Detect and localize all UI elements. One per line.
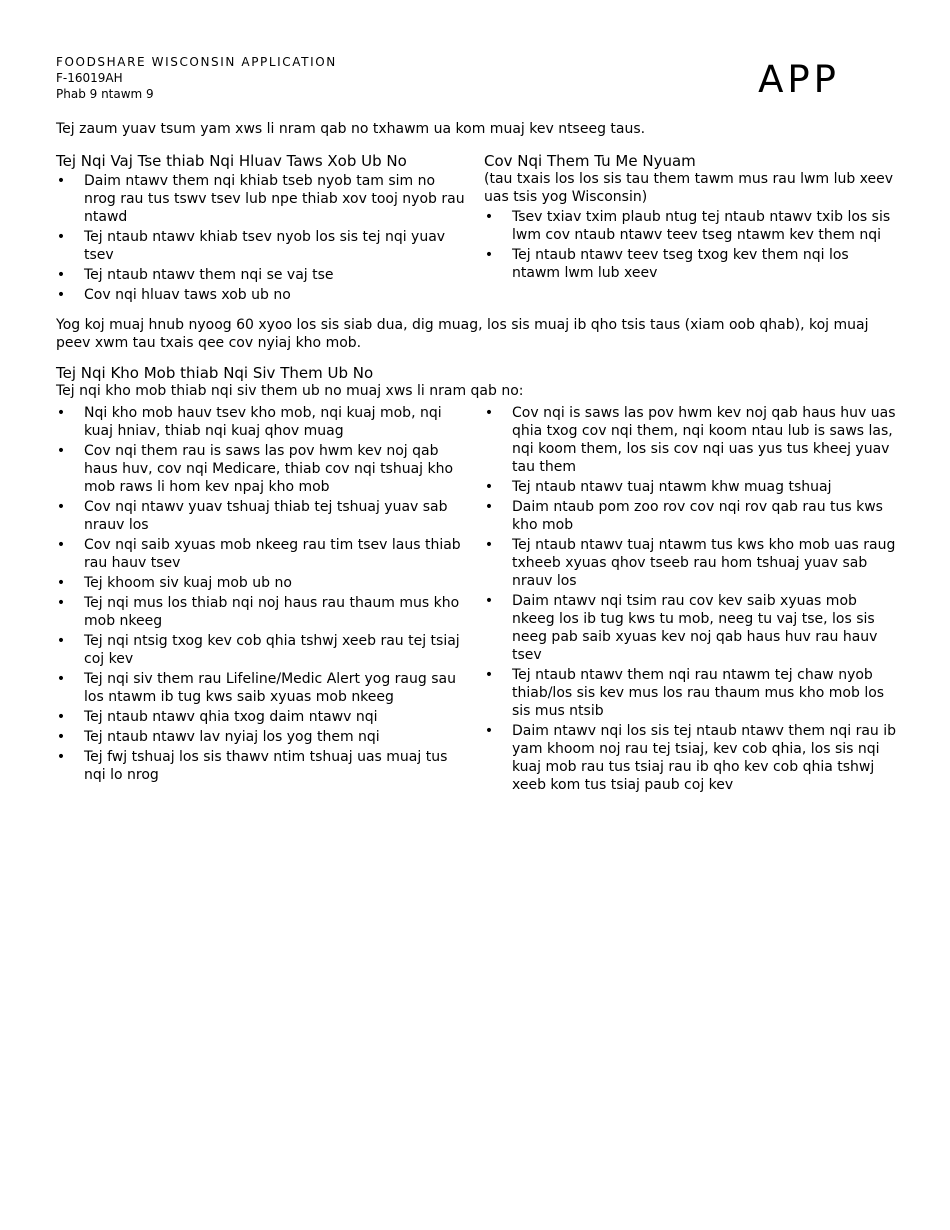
- list-item-text: Tsev txiav txim plaub ntug tej ntaub ntawv txib los sis lwm cov ntaub ntawv teev tseg ntawm kev them nqi: [512, 209, 891, 243]
- list-item-text: Tej khoom siv kuaj mob ub no: [84, 575, 292, 591]
- age-disability-paragraph: Yog koj muaj hnub nyoog 60 xyoo los sis siab dua, dig muag, los sis muaj ib qho tsis taus (xiam oob qhab), koj muaj peev xwm tau txais qee cov nyiaj kho mob.: [56, 317, 869, 351]
- list-item-text: Tej ntaub ntawv qhia txog daim ntawv nqi: [84, 709, 378, 725]
- bullet-icon: •: [56, 633, 66, 649]
- list-item-text: Tej ntaub ntawv teev tseg txog kev them nqi los ntawm lwm lub xeev: [512, 247, 849, 281]
- list-item-text: Tej nqi siv them rau Lifeline/Medic Alert yog raug sau los ntawm ib tug kws saib xyuas mob nkeeg: [84, 671, 456, 705]
- section-row-1: [56, 152, 896, 306]
- list-item-text: Cov nqi saib xyuas mob nkeeg rau tim tsev laus thiab rau hauv tsev: [84, 537, 461, 571]
- bullet-icon: •: [56, 595, 66, 611]
- child-support-subheading: (tau txais los los sis tau them tawm mus rau lwm lub xeev uas tsis yog Wisconsin): [484, 171, 894, 205]
- bullet-icon: •: [56, 575, 66, 591]
- list-item: [56, 574, 468, 592]
- list-item: [484, 498, 896, 534]
- bullet-icon: •: [484, 537, 494, 553]
- list-item-text: Daim ntawv nqi los sis tej ntaub ntawv them nqi rau ib yam khoom noj rau tej tsiaj, kev cob qhia, los sis nqi kuaj mob rau tus tsiaj rau ib qho kev cob qhia tshwj xeeb kom tus tsiaj paub coj kev: [512, 723, 897, 793]
- bullet-icon: •: [484, 209, 494, 225]
- list-item-text: Daim ntawv them nqi khiab tseb nyob tam sim no nrog rau tus tswv tsev lub npe thiab xov tooj nyob rau ntawd: [84, 173, 465, 225]
- bullet-icon: •: [56, 173, 66, 189]
- bullet-icon: •: [484, 667, 494, 683]
- medical-subheading: Tej nqi kho mob thiab nqi siv them ub no muaj xws li nram qab no:: [56, 383, 524, 399]
- list-item: [56, 172, 468, 226]
- list-item: [56, 594, 468, 630]
- list-item: [484, 666, 896, 720]
- intro-text: Tej zaum yuav tsum yam xws li nram qab no txhawm ua kom muaj kev ntseeg taus.: [56, 121, 646, 137]
- medical-left-list: [56, 404, 468, 784]
- page-number: Phab 9 ntawm 9: [56, 87, 154, 101]
- list-item-text: Cov nqi ntawv yuav tshuaj thiab tej tshuaj yuav sab nrauv los: [84, 499, 448, 533]
- child-support-heading: Cov Nqi Them Tu Me Nyuam: [484, 152, 696, 170]
- list-item-text: Cov nqi them rau is saws las pov hwm kev noj qab haus huv, cov nqi Medicare, thiab cov nqi tshuaj kho mob raws li hom kev npaj kho mob: [84, 443, 454, 495]
- list-item: [56, 670, 468, 706]
- bullet-icon: •: [56, 267, 66, 283]
- bullet-icon: •: [56, 749, 66, 765]
- bullet-icon: •: [484, 405, 494, 421]
- list-item: [56, 632, 468, 668]
- list-item: [484, 208, 896, 244]
- bullet-icon: •: [484, 723, 494, 739]
- list-item: [56, 286, 468, 304]
- bullet-icon: •: [56, 729, 66, 745]
- form-number: F-16019AH: [56, 71, 123, 85]
- bullet-icon: •: [56, 537, 66, 553]
- housing-list: [56, 172, 468, 304]
- bullet-icon: •: [56, 287, 66, 303]
- bullet-icon: •: [484, 247, 494, 263]
- list-item: [484, 478, 896, 496]
- list-item-text: Tej nqi ntsig txog kev cob qhia tshwj xeeb rau tej tsiaj coj kev: [84, 633, 460, 667]
- bullet-icon: •: [56, 229, 66, 245]
- medical-right-list: [484, 404, 896, 794]
- list-item-text: Daim ntawv nqi tsim rau cov kev saib xyuas mob nkeeg los ib tug kws tu mob, neeg tu vaj tse, los sis neeg pab saib xyuas kev noj qab haus huv rau hauv tsev: [512, 593, 878, 663]
- list-item-text: Tej ntaub ntawv tuaj ntawm khw muag tshuaj: [512, 479, 832, 495]
- list-item-text: Tej ntaub ntawv lav nyiaj los yog them nqi: [84, 729, 380, 745]
- medical-columns: [56, 402, 896, 796]
- list-item: [56, 404, 468, 440]
- medical-section: [56, 364, 896, 796]
- medical-right-column: [484, 402, 896, 796]
- list-item-text: Tej ntaub ntawv tuaj ntawm tus kws kho mob uas raug txheeb xyuas qhov tseeb rau hom tshuaj yuav sab nrauv los: [512, 537, 896, 589]
- bullet-icon: •: [484, 499, 494, 515]
- list-item-text: Daim ntaub pom zoo rov cov nqi rov qab rau tus kws kho mob: [512, 499, 883, 533]
- child-support-list: [484, 208, 896, 282]
- list-item-text: Cov nqi is saws las pov hwm kev noj qab haus huv uas qhia txog cov nqi them, nqi koom ntau lub is saws las, nqi koom them, los sis cov nqi uas yus tus kheej yuav tau them: [512, 405, 896, 475]
- list-item: [56, 442, 468, 496]
- list-item: [56, 266, 468, 284]
- housing-section: [56, 152, 468, 306]
- list-item-text: Tej ntaub ntawv them nqi rau ntawm tej chaw nyob thiab/los sis kev mus los rau thaum mus kho mob los sis mus ntsib: [512, 667, 885, 719]
- list-item-text: Tej nqi mus los thiab nqi noj haus rau thaum mus kho mob nkeeg: [84, 595, 460, 629]
- list-item-text: Tej ntaub ntawv them nqi se vaj tse: [84, 267, 334, 283]
- bullet-icon: •: [56, 671, 66, 687]
- list-item: [484, 404, 896, 476]
- list-item: [56, 728, 468, 746]
- list-item: [56, 748, 468, 784]
- list-item: [56, 708, 468, 726]
- list-item-text: Tej ntaub ntawv khiab tsev nyob los sis tej nqi yuav tsev: [84, 229, 446, 263]
- medical-left-column: [56, 402, 468, 796]
- form-title: FOODSHARE WISCONSIN APPLICATION: [56, 55, 337, 69]
- bullet-icon: •: [484, 593, 494, 609]
- list-item: [484, 592, 896, 664]
- document-header: [56, 54, 896, 106]
- housing-heading: Tej Nqi Vaj Tse thiab Nqi Hluav Taws Xob Ub No: [56, 152, 407, 170]
- bullet-icon: •: [56, 709, 66, 725]
- list-item-text: Cov nqi hluav taws xob ub no: [84, 287, 291, 303]
- list-item-text: Tej fwj tshuaj los sis thawv ntim tshuaj uas muaj tus nqi lo nrog: [84, 749, 448, 783]
- list-item: [56, 536, 468, 572]
- list-item: [484, 246, 896, 282]
- list-item: [484, 722, 896, 794]
- bullet-icon: •: [56, 499, 66, 515]
- list-item-text: Nqi kho mob hauv tsev kho mob, nqi kuaj mob, nqi kuaj hniav, thiab nqi kuaj qhov muag: [84, 405, 442, 439]
- list-item: [56, 228, 468, 264]
- bullet-icon: •: [484, 479, 494, 495]
- child-support-section: [484, 152, 896, 306]
- bullet-icon: •: [56, 405, 66, 421]
- list-item: [56, 498, 468, 534]
- bullet-icon: •: [56, 443, 66, 459]
- medical-heading: Tej Nqi Kho Mob thiab Nqi Siv Them Ub No: [56, 364, 374, 382]
- app-label: APP: [758, 58, 840, 101]
- list-item: [484, 536, 896, 590]
- document-page: [56, 54, 896, 796]
